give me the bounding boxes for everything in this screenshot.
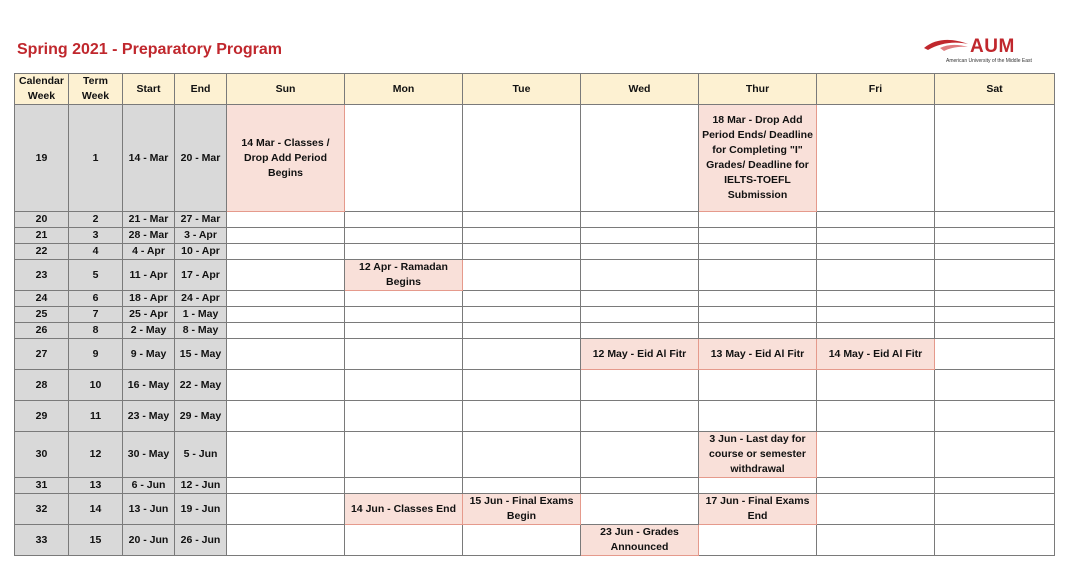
day-cell-wed [581, 323, 699, 339]
start-date-cell: 28 - Mar [123, 228, 175, 244]
event-cell-tue: 15 Jun - Final Exams Begin [463, 494, 581, 525]
day-cell-tue [463, 432, 581, 478]
event-cell-wed: 23 Jun - Grades Announced [581, 525, 699, 556]
table-row [15, 323, 1055, 339]
day-cell-fri [817, 244, 935, 260]
column-header: Tue [463, 74, 581, 105]
day-cell-fri [817, 260, 935, 291]
end-date-cell: 19 - Jun [175, 494, 227, 525]
day-cell-sun [227, 370, 345, 401]
day-cell-thur [699, 307, 817, 323]
day-cell-tue [463, 478, 581, 494]
day-cell-sat [935, 370, 1055, 401]
day-cell-wed [581, 478, 699, 494]
day-cell-mon [345, 307, 463, 323]
term-week-cell: 9 [69, 339, 123, 370]
day-cell-sun [227, 323, 345, 339]
day-cell-sat [935, 291, 1055, 307]
day-cell-sat [935, 323, 1055, 339]
start-date-cell: 20 - Jun [123, 525, 175, 556]
term-week-cell: 3 [69, 228, 123, 244]
calendar-week-cell: 30 [15, 432, 69, 478]
day-cell-wed [581, 370, 699, 401]
table-row [15, 339, 1055, 370]
start-date-cell: 11 - Apr [123, 260, 175, 291]
day-cell-sun [227, 339, 345, 370]
event-cell-wed: 12 May - Eid Al Fitr [581, 339, 699, 370]
event-cell-thur: 17 Jun - Final Exams End [699, 494, 817, 525]
table-row [15, 228, 1055, 244]
event-cell-fri: 14 May - Eid Al Fitr [817, 339, 935, 370]
table-row [15, 478, 1055, 494]
day-cell-wed [581, 105, 699, 212]
day-cell-sat [935, 339, 1055, 370]
day-cell-mon [345, 244, 463, 260]
end-date-cell: 20 - Mar [175, 105, 227, 212]
day-cell-mon [345, 291, 463, 307]
day-cell-tue [463, 212, 581, 228]
calendar-week-cell: 26 [15, 323, 69, 339]
day-cell-thur [699, 323, 817, 339]
term-week-cell: 15 [69, 525, 123, 556]
table-row [15, 525, 1055, 556]
end-date-cell: 12 - Jun [175, 478, 227, 494]
start-date-cell: 14 - Mar [123, 105, 175, 212]
day-cell-tue [463, 525, 581, 556]
calendar-week-cell: 20 [15, 212, 69, 228]
term-week-cell: 4 [69, 244, 123, 260]
day-cell-wed [581, 307, 699, 323]
day-cell-sun [227, 244, 345, 260]
day-cell-mon [345, 228, 463, 244]
day-cell-sun [227, 291, 345, 307]
day-cell-mon [345, 525, 463, 556]
day-cell-wed [581, 432, 699, 478]
table-row [15, 260, 1055, 291]
event-cell-thur: 13 May - Eid Al Fitr [699, 339, 817, 370]
day-cell-sun [227, 432, 345, 478]
calendar-week-cell: 32 [15, 494, 69, 525]
calendar-table [14, 73, 1055, 556]
logo-subtitle: American University of the Middle East [946, 58, 1032, 64]
day-cell-wed [581, 244, 699, 260]
day-cell-thur [699, 478, 817, 494]
day-cell-fri [817, 228, 935, 244]
term-week-cell: 10 [69, 370, 123, 401]
day-cell-sun [227, 260, 345, 291]
day-cell-wed [581, 260, 699, 291]
calendar-week-cell: 23 [15, 260, 69, 291]
day-cell-wed [581, 401, 699, 432]
day-cell-sat [935, 105, 1055, 212]
day-cell-fri [817, 323, 935, 339]
day-cell-mon [345, 323, 463, 339]
day-cell-thur [699, 244, 817, 260]
end-date-cell: 1 - May [175, 307, 227, 323]
day-cell-thur [699, 212, 817, 228]
day-cell-mon [345, 432, 463, 478]
event-cell-thur: 18 Mar - Drop Add Period Ends/ Deadline for Completing "I" Grades/ Deadline for IELTS-TOEFL Submission [699, 105, 817, 212]
day-cell-fri [817, 307, 935, 323]
day-cell-fri [817, 105, 935, 212]
column-header: Sun [227, 74, 345, 105]
logo-name: AUM [970, 36, 1015, 57]
column-header: Sat [935, 74, 1055, 105]
event-cell-mon: 12 Apr - Ramadan Begins [345, 260, 463, 291]
calendar-week-cell: 31 [15, 478, 69, 494]
calendar-week-cell: 19 [15, 105, 69, 212]
day-cell-thur [699, 228, 817, 244]
day-cell-sat [935, 494, 1055, 525]
day-cell-sat [935, 401, 1055, 432]
calendar-body [15, 105, 1055, 556]
day-cell-tue [463, 370, 581, 401]
term-week-cell: 14 [69, 494, 123, 525]
day-cell-wed [581, 228, 699, 244]
start-date-cell: 16 - May [123, 370, 175, 401]
term-week-cell: 11 [69, 401, 123, 432]
term-week-cell: 8 [69, 323, 123, 339]
day-cell-sat [935, 228, 1055, 244]
day-cell-mon [345, 339, 463, 370]
day-cell-fri [817, 291, 935, 307]
end-date-cell: 10 - Apr [175, 244, 227, 260]
page-title: Spring 2021 - Preparatory Program [17, 41, 282, 58]
table-row [15, 370, 1055, 401]
aum-logo [922, 36, 1042, 70]
calendar-week-cell: 21 [15, 228, 69, 244]
day-cell-tue [463, 244, 581, 260]
day-cell-tue [463, 307, 581, 323]
column-header: Start [123, 74, 175, 105]
day-cell-tue [463, 401, 581, 432]
day-cell-sun [227, 212, 345, 228]
day-cell-tue [463, 339, 581, 370]
day-cell-fri [817, 432, 935, 478]
day-cell-sun [227, 525, 345, 556]
day-cell-sun [227, 228, 345, 244]
day-cell-wed [581, 494, 699, 525]
table-row [15, 401, 1055, 432]
day-cell-sat [935, 244, 1055, 260]
calendar-week-cell: 28 [15, 370, 69, 401]
end-date-cell: 8 - May [175, 323, 227, 339]
end-date-cell: 26 - Jun [175, 525, 227, 556]
event-cell-mon: 14 Jun - Classes End [345, 494, 463, 525]
day-cell-thur [699, 291, 817, 307]
calendar-week-cell: 29 [15, 401, 69, 432]
end-date-cell: 24 - Apr [175, 291, 227, 307]
start-date-cell: 9 - May [123, 339, 175, 370]
end-date-cell: 3 - Apr [175, 228, 227, 244]
end-date-cell: 22 - May [175, 370, 227, 401]
table-row [15, 212, 1055, 228]
day-cell-tue [463, 260, 581, 291]
start-date-cell: 13 - Jun [123, 494, 175, 525]
end-date-cell: 29 - May [175, 401, 227, 432]
day-cell-tue [463, 291, 581, 307]
table-row [15, 244, 1055, 260]
day-cell-mon [345, 478, 463, 494]
day-cell-thur [699, 401, 817, 432]
end-date-cell: 5 - Jun [175, 432, 227, 478]
calendar-week-cell: 33 [15, 525, 69, 556]
term-week-cell: 1 [69, 105, 123, 212]
header-row [15, 74, 1055, 105]
day-cell-wed [581, 291, 699, 307]
column-header: Mon [345, 74, 463, 105]
table-row [15, 307, 1055, 323]
start-date-cell: 23 - May [123, 401, 175, 432]
start-date-cell: 4 - Apr [123, 244, 175, 260]
start-date-cell: 30 - May [123, 432, 175, 478]
day-cell-mon [345, 212, 463, 228]
term-week-cell: 5 [69, 260, 123, 291]
day-cell-thur [699, 370, 817, 401]
column-header: Fri [817, 74, 935, 105]
day-cell-fri [817, 401, 935, 432]
term-week-cell: 2 [69, 212, 123, 228]
column-header: Term Week [69, 74, 123, 105]
day-cell-sat [935, 212, 1055, 228]
end-date-cell: 27 - Mar [175, 212, 227, 228]
event-cell-thur: 3 Jun - Last day for course or semester withdrawal [699, 432, 817, 478]
day-cell-wed [581, 212, 699, 228]
term-week-cell: 12 [69, 432, 123, 478]
table-row [15, 494, 1055, 525]
day-cell-thur [699, 260, 817, 291]
table-row [15, 432, 1055, 478]
table-row [15, 291, 1055, 307]
start-date-cell: 18 - Apr [123, 291, 175, 307]
day-cell-sun [227, 307, 345, 323]
calendar-week-cell: 22 [15, 244, 69, 260]
day-cell-sun [227, 478, 345, 494]
day-cell-sun [227, 401, 345, 432]
start-date-cell: 21 - Mar [123, 212, 175, 228]
day-cell-sat [935, 432, 1055, 478]
column-header: Calendar Week [15, 74, 69, 105]
day-cell-sat [935, 307, 1055, 323]
aum-swoosh-icon [922, 38, 972, 58]
term-week-cell: 7 [69, 307, 123, 323]
term-week-cell: 6 [69, 291, 123, 307]
day-cell-tue [463, 228, 581, 244]
column-header: Wed [581, 74, 699, 105]
column-header: End [175, 74, 227, 105]
day-cell-fri [817, 525, 935, 556]
day-cell-sun [227, 494, 345, 525]
start-date-cell: 6 - Jun [123, 478, 175, 494]
day-cell-mon [345, 401, 463, 432]
end-date-cell: 15 - May [175, 339, 227, 370]
end-date-cell: 17 - Apr [175, 260, 227, 291]
calendar-week-cell: 25 [15, 307, 69, 323]
day-cell-sat [935, 525, 1055, 556]
term-week-cell: 13 [69, 478, 123, 494]
column-header: Thur [699, 74, 817, 105]
start-date-cell: 25 - Apr [123, 307, 175, 323]
day-cell-tue [463, 105, 581, 212]
day-cell-thur [699, 525, 817, 556]
calendar-week-cell: 24 [15, 291, 69, 307]
day-cell-fri [817, 494, 935, 525]
day-cell-mon [345, 370, 463, 401]
day-cell-mon [345, 105, 463, 212]
day-cell-tue [463, 323, 581, 339]
day-cell-fri [817, 478, 935, 494]
day-cell-sat [935, 260, 1055, 291]
calendar-week-cell: 27 [15, 339, 69, 370]
day-cell-fri [817, 370, 935, 401]
day-cell-fri [817, 212, 935, 228]
event-cell-sun: 14 Mar - Classes / Drop Add Period Begins [227, 105, 345, 212]
start-date-cell: 2 - May [123, 323, 175, 339]
day-cell-sat [935, 478, 1055, 494]
table-row [15, 105, 1055, 212]
